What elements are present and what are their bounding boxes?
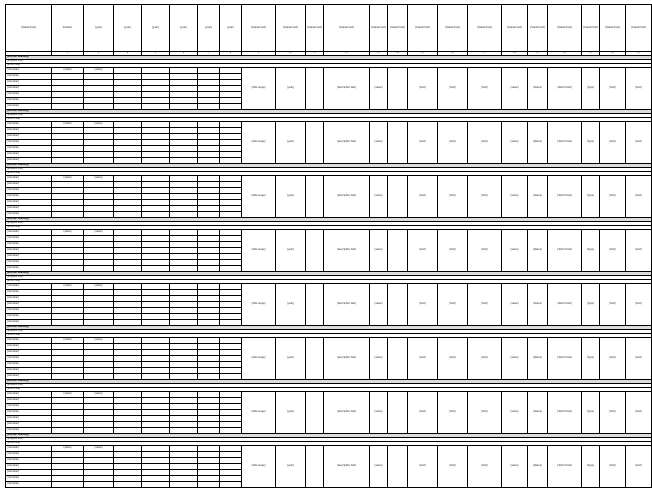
action-line: [action line] xyxy=(6,226,652,230)
column-number: 14 xyxy=(388,52,408,56)
row-label: [row label] xyxy=(6,98,52,104)
contractor-value: [text] xyxy=(468,338,502,380)
column-header: [header text] xyxy=(306,5,324,52)
row-label: [row label] xyxy=(6,344,52,350)
column-number: 10 xyxy=(276,52,306,56)
notes-value: [text] xyxy=(626,392,652,434)
column-number: 9 xyxy=(242,52,276,56)
column-header: [header text] xyxy=(548,5,582,52)
cost-value: [value] xyxy=(502,284,528,326)
column-number: 6 xyxy=(170,52,198,56)
term-value: [date range] xyxy=(242,230,276,272)
table-cell xyxy=(306,392,324,434)
column-header: [header text] xyxy=(600,5,626,52)
total-value: [value] xyxy=(52,230,84,236)
column-number: 11 xyxy=(306,52,324,56)
row-label: [row label] xyxy=(6,152,52,158)
program-line: [program line] xyxy=(6,168,652,172)
table-cell xyxy=(306,338,324,380)
term-value: [date range] xyxy=(242,392,276,434)
notes-value: [text] xyxy=(626,446,652,488)
row-label: [row label] xyxy=(6,368,52,374)
contractor-value: [text] xyxy=(468,68,502,110)
term-value: [date range] xyxy=(242,338,276,380)
row-label: [row label] xyxy=(6,356,52,362)
program-line: [program line] xyxy=(6,384,652,388)
total-value: [value] xyxy=(52,284,84,290)
developer-value: [text] xyxy=(438,338,468,380)
docs-value: [text] xyxy=(600,68,626,110)
row-label: [row label] xyxy=(6,206,52,212)
action-line: [action line] xyxy=(6,280,652,284)
row-label: [row label] xyxy=(6,200,52,206)
column-number: 12 xyxy=(324,52,370,56)
developer-value: [text] xyxy=(438,446,468,488)
column-header: [year] xyxy=(142,5,170,52)
column-header: [header text] xyxy=(242,5,276,52)
row-label: [row label] xyxy=(6,140,52,146)
row-label: [row label] xyxy=(6,194,52,200)
column-header: [header text] xyxy=(438,5,468,52)
column-header: [header text] xyxy=(6,5,52,52)
row-label: [row label] xyxy=(6,188,52,194)
column-header: [year] xyxy=(84,5,114,52)
action-line: [action line] xyxy=(6,442,652,446)
total-value: [value] xyxy=(52,122,84,128)
row-label: [row label] xyxy=(6,254,52,260)
table-cell xyxy=(52,482,84,488)
status-value: [status] xyxy=(528,392,548,434)
start-value: [year] xyxy=(276,68,306,110)
notes-value: [text] xyxy=(626,68,652,110)
description-value: [description text] xyxy=(324,230,370,272)
district-value: [district text] xyxy=(548,284,582,326)
start-value: [year] xyxy=(276,338,306,380)
term-value: [date range] xyxy=(242,284,276,326)
column-number: 21 xyxy=(582,52,600,56)
type-value: [type] xyxy=(582,176,600,218)
cost-value: [value] xyxy=(502,338,528,380)
column-header: [year] xyxy=(220,5,242,52)
district-value: [district text] xyxy=(548,230,582,272)
row-label: [row label] xyxy=(6,212,52,218)
status-value: [status] xyxy=(528,230,548,272)
column-number: 1 xyxy=(6,52,52,56)
column-header: [header text] xyxy=(276,5,306,52)
action-line: [action line] xyxy=(6,334,652,338)
action-line: [action line] xyxy=(6,388,652,392)
row-label: [row label] xyxy=(6,338,52,344)
description-value: [description text] xyxy=(324,122,370,164)
table-cell xyxy=(142,482,170,488)
type-value: [type] xyxy=(582,446,600,488)
total-value: [value] xyxy=(52,446,84,452)
row-label: [row label] xyxy=(6,458,52,464)
row-label: [row label] xyxy=(6,302,52,308)
notes-value: [text] xyxy=(626,176,652,218)
row-label: [row label] xyxy=(6,290,52,296)
row-label: [row label] xyxy=(6,476,52,482)
row-label: [row label] xyxy=(6,158,52,164)
section-heading: [section heading] xyxy=(6,434,652,438)
program-line: [program line] xyxy=(6,114,652,118)
action-line: [action line] xyxy=(6,64,652,68)
column-header: [header text] xyxy=(502,5,528,52)
row-label: [row label] xyxy=(6,482,52,488)
developer-value: [text] xyxy=(438,230,468,272)
docs-value: [text] xyxy=(600,230,626,272)
type-value: [type] xyxy=(582,122,600,164)
row-label: [row label] xyxy=(6,362,52,368)
notes-value: [text] xyxy=(626,338,652,380)
customer-value: [text] xyxy=(408,392,438,434)
term-value: [date range] xyxy=(242,68,276,110)
row-label: [row label] xyxy=(6,134,52,140)
row-label: [row label] xyxy=(6,242,52,248)
action-line: [action line] xyxy=(6,118,652,122)
notes-value: [text] xyxy=(626,284,652,326)
column-number: 16 xyxy=(438,52,468,56)
column-number: 2 xyxy=(52,52,84,56)
row-label: [row label] xyxy=(6,422,52,428)
type-value: [type] xyxy=(582,68,600,110)
table-cell xyxy=(388,176,408,218)
district-value: [district text] xyxy=(548,392,582,434)
customer-value: [text] xyxy=(408,284,438,326)
data-table xyxy=(5,4,652,488)
column-number: 17 xyxy=(468,52,502,56)
table-cell xyxy=(388,68,408,110)
capacity-value: [value] xyxy=(370,230,388,272)
table-cell xyxy=(388,122,408,164)
column-number: 3 xyxy=(84,52,114,56)
table-cell xyxy=(306,284,324,326)
program-line: [program line] xyxy=(6,222,652,226)
row-label: [row label] xyxy=(6,404,52,410)
start-value: [year] xyxy=(276,230,306,272)
column-number: 13 xyxy=(370,52,388,56)
year-value: [value] xyxy=(84,122,114,128)
table-cell xyxy=(114,482,142,488)
docs-value: [text] xyxy=(600,338,626,380)
start-value: [year] xyxy=(276,122,306,164)
section-heading: [section heading] xyxy=(6,272,652,276)
column-number: 8 xyxy=(220,52,242,56)
status-value: [status] xyxy=(528,338,548,380)
start-value: [year] xyxy=(276,392,306,434)
row-label: [row label] xyxy=(6,80,52,86)
customer-value: [text] xyxy=(408,122,438,164)
row-label: [row label] xyxy=(6,296,52,302)
table-cell xyxy=(388,284,408,326)
table-cell xyxy=(388,338,408,380)
developer-value: [text] xyxy=(438,68,468,110)
district-value: [district text] xyxy=(548,176,582,218)
row-label: [row label] xyxy=(6,260,52,266)
row-label: [row label] xyxy=(6,428,52,434)
year-value: [value] xyxy=(84,392,114,398)
developer-value: [text] xyxy=(438,122,468,164)
table-cell xyxy=(306,176,324,218)
capacity-value: [value] xyxy=(370,284,388,326)
district-value: [district text] xyxy=(548,68,582,110)
row-label: [row label] xyxy=(6,128,52,134)
section-heading: [section heading] xyxy=(6,380,652,384)
program-line: [program line] xyxy=(6,276,652,280)
type-value: [type] xyxy=(582,230,600,272)
type-value: [type] xyxy=(582,338,600,380)
row-label: [row label] xyxy=(6,320,52,326)
table-cell xyxy=(170,482,198,488)
table-cell xyxy=(306,122,324,164)
contractor-value: [text] xyxy=(468,122,502,164)
program-line: [program line] xyxy=(6,438,652,442)
district-value: [district text] xyxy=(548,338,582,380)
column-header: [header text] xyxy=(626,5,652,52)
status-value: [status] xyxy=(528,68,548,110)
row-label: [row label] xyxy=(6,248,52,254)
row-label: [row label] xyxy=(6,86,52,92)
total-value: [value] xyxy=(52,68,84,74)
capacity-value: [value] xyxy=(370,122,388,164)
cost-value: [value] xyxy=(502,176,528,218)
status-value: [status] xyxy=(528,176,548,218)
total-value: [value] xyxy=(52,338,84,344)
year-value: [value] xyxy=(84,230,114,236)
description-value: [description text] xyxy=(324,284,370,326)
contractor-value: [text] xyxy=(468,392,502,434)
cost-value: [value] xyxy=(502,392,528,434)
year-value: [value] xyxy=(84,176,114,182)
row-label: [row label] xyxy=(6,392,52,398)
notes-value: [text] xyxy=(626,230,652,272)
column-header: [header text] xyxy=(528,5,548,52)
row-label: [row label] xyxy=(6,374,52,380)
docs-value: [text] xyxy=(600,284,626,326)
developer-value: [text] xyxy=(438,176,468,218)
customer-value: [text] xyxy=(408,68,438,110)
type-value: [type] xyxy=(582,284,600,326)
cost-value: [value] xyxy=(502,230,528,272)
contractor-value: [text] xyxy=(468,230,502,272)
table-cell xyxy=(388,392,408,434)
column-header: [header text] xyxy=(324,5,370,52)
customer-value: [text] xyxy=(408,176,438,218)
row-label: [row label] xyxy=(6,416,52,422)
section-heading: [section heading] xyxy=(6,164,652,168)
column-header: [year] xyxy=(198,5,220,52)
cost-value: [value] xyxy=(502,446,528,488)
column-number: 23 xyxy=(626,52,652,56)
table-cell xyxy=(306,230,324,272)
district-value: [district text] xyxy=(548,122,582,164)
table-cell xyxy=(220,482,242,488)
column-header: [header text] xyxy=(582,5,600,52)
column-number: 20 xyxy=(548,52,582,56)
section-heading: [section heading] xyxy=(6,218,652,222)
description-value: [description text] xyxy=(324,68,370,110)
table-cell xyxy=(84,482,114,488)
table-body xyxy=(6,52,652,488)
program-line: [program line] xyxy=(6,330,652,334)
table-cell xyxy=(306,446,324,488)
column-header: [header text] xyxy=(468,5,502,52)
table-cell xyxy=(198,482,220,488)
row-label: [row label] xyxy=(6,236,52,242)
total-value: [value] xyxy=(52,176,84,182)
start-value: [year] xyxy=(276,176,306,218)
section-heading: [section heading] xyxy=(6,56,652,60)
row-label: [row label] xyxy=(6,446,52,452)
row-label: [row label] xyxy=(6,284,52,290)
column-number: 5 xyxy=(142,52,170,56)
row-label: [row label] xyxy=(6,398,52,404)
column-number: 22 xyxy=(600,52,626,56)
start-value: [year] xyxy=(276,284,306,326)
row-label: [row label] xyxy=(6,314,52,320)
notes-value: [text] xyxy=(626,122,652,164)
capacity-value: [value] xyxy=(370,338,388,380)
table-cell xyxy=(388,446,408,488)
row-label: [row label] xyxy=(6,146,52,152)
developer-value: [text] xyxy=(438,392,468,434)
contractor-value: [text] xyxy=(468,284,502,326)
section-heading: [section heading] xyxy=(6,110,652,114)
row-label: [row label] xyxy=(6,92,52,98)
description-value: [description text] xyxy=(324,446,370,488)
table-cell xyxy=(306,68,324,110)
action-line: [action line] xyxy=(6,172,652,176)
row-label: [row label] xyxy=(6,122,52,128)
column-header: [header] xyxy=(52,5,84,52)
customer-value: [text] xyxy=(408,230,438,272)
docs-value: [text] xyxy=(600,392,626,434)
customer-value: [text] xyxy=(408,338,438,380)
row-label: [row label] xyxy=(6,452,52,458)
description-value: [description text] xyxy=(324,176,370,218)
row-label: [row label] xyxy=(6,308,52,314)
column-number: 19 xyxy=(528,52,548,56)
description-value: [description text] xyxy=(324,392,370,434)
column-header: [header text] xyxy=(370,5,388,52)
year-value: [value] xyxy=(84,284,114,290)
customer-value: [text] xyxy=(408,446,438,488)
section-heading: [section heading] xyxy=(6,326,652,330)
row-label: [row label] xyxy=(6,350,52,356)
capacity-value: [value] xyxy=(370,176,388,218)
row-label: [row label] xyxy=(6,266,52,272)
column-header: [year] xyxy=(170,5,198,52)
row-label: [row label] xyxy=(6,176,52,182)
column-header: [year] xyxy=(114,5,142,52)
term-value: [date range] xyxy=(242,176,276,218)
start-value: [year] xyxy=(276,446,306,488)
contractor-value: [text] xyxy=(468,446,502,488)
developer-value: [text] xyxy=(438,284,468,326)
column-number: 7 xyxy=(198,52,220,56)
row-label: [row label] xyxy=(6,68,52,74)
status-value: [status] xyxy=(528,122,548,164)
row-label: [row label] xyxy=(6,470,52,476)
year-value: [value] xyxy=(84,446,114,452)
column-number: 4 xyxy=(114,52,142,56)
cost-value: [value] xyxy=(502,122,528,164)
district-value: [district text] xyxy=(548,446,582,488)
contractor-value: [text] xyxy=(468,176,502,218)
year-value: [value] xyxy=(84,338,114,344)
row-label: [row label] xyxy=(6,410,52,416)
term-value: [date range] xyxy=(242,122,276,164)
year-value: [value] xyxy=(84,68,114,74)
term-value: [date range] xyxy=(242,446,276,488)
row-label: [row label] xyxy=(6,104,52,110)
table-cell xyxy=(388,230,408,272)
description-value: [description text] xyxy=(324,338,370,380)
row-label: [row label] xyxy=(6,464,52,470)
total-value: [value] xyxy=(52,392,84,398)
header-row xyxy=(6,5,652,52)
docs-value: [text] xyxy=(600,122,626,164)
row-label: [row label] xyxy=(6,74,52,80)
column-number: 18 xyxy=(502,52,528,56)
type-value: [type] xyxy=(582,392,600,434)
status-value: [status] xyxy=(528,446,548,488)
program-line: [program line] xyxy=(6,60,652,64)
capacity-value: [value] xyxy=(370,446,388,488)
docs-value: [text] xyxy=(600,446,626,488)
column-header: [header text] xyxy=(388,5,408,52)
docs-value: [text] xyxy=(600,176,626,218)
row-label: [row label] xyxy=(6,230,52,236)
capacity-value: [value] xyxy=(370,392,388,434)
column-number: 15 xyxy=(408,52,438,56)
row-label: [row label] xyxy=(6,182,52,188)
column-header: [header text] xyxy=(408,5,438,52)
status-value: [status] xyxy=(528,284,548,326)
capacity-value: [value] xyxy=(370,68,388,110)
cost-value: [value] xyxy=(502,68,528,110)
